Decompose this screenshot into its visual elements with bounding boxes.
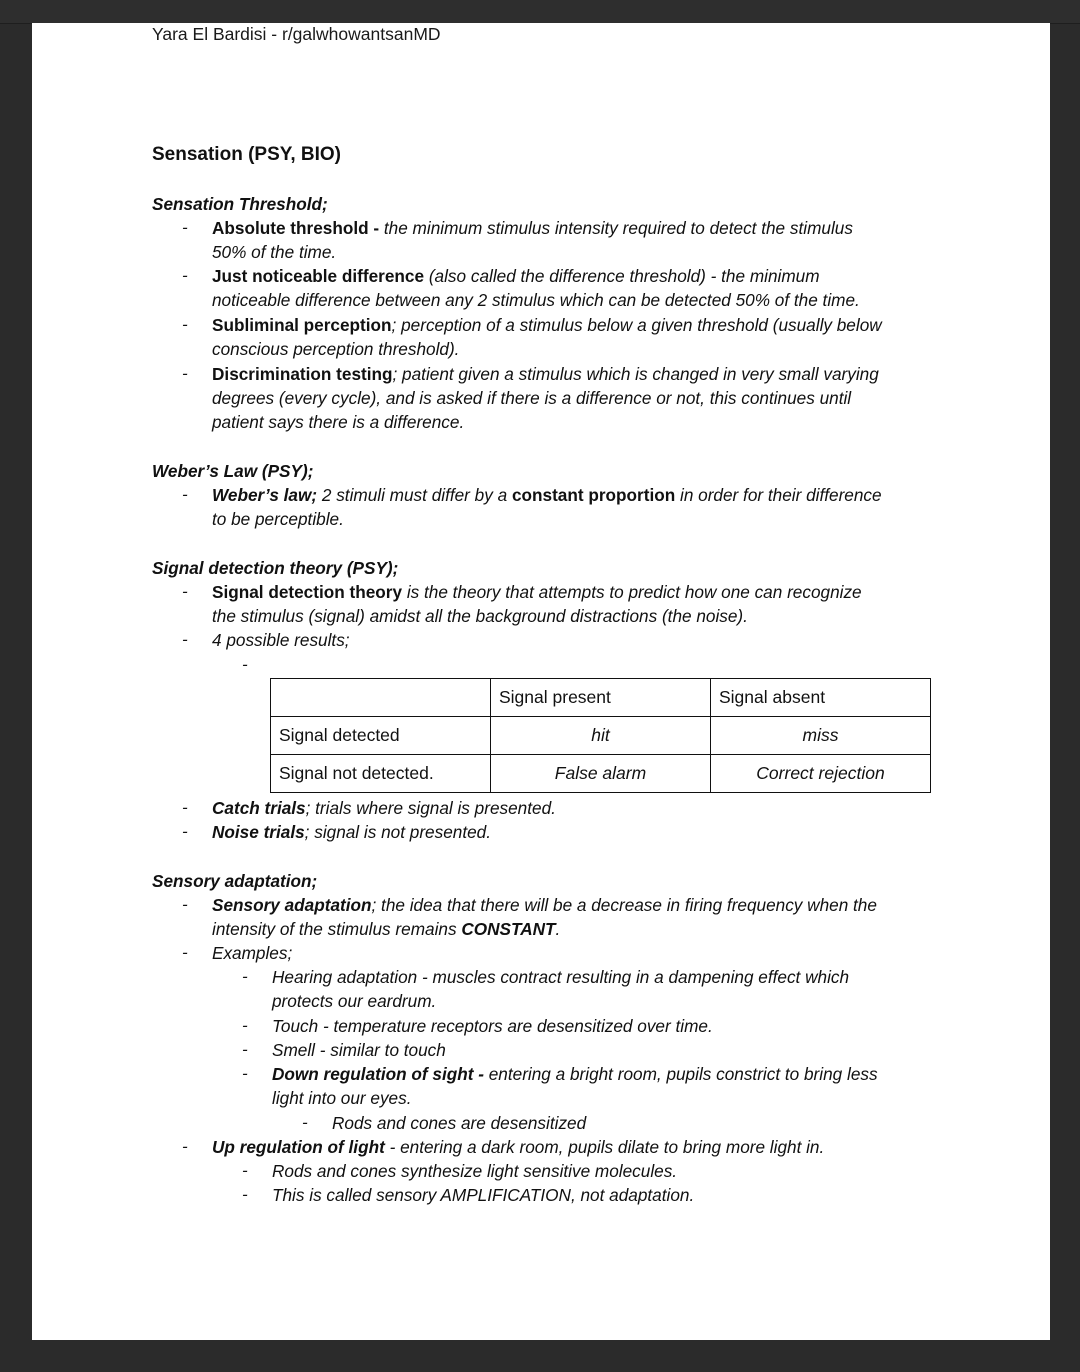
bullet: - — [182, 798, 188, 817]
list-item-text: patient says there is a difference. — [212, 412, 465, 432]
list-item-up-regulation: Up regulation of light - entering a dark room, pupils dilate to bring more light in. — [212, 1137, 825, 1157]
list-item-noise-trials: Noise trials; signal is not presented. — [212, 822, 491, 842]
table-header-cell — [271, 679, 491, 717]
table-row-label: Signal detected — [271, 717, 491, 755]
page-header: Yara El Bardisi - r/galwhowantsanMD — [152, 24, 441, 44]
list-item-subliminal: Subliminal perception; perception of a stimulus below a given threshold (usually below — [212, 315, 882, 335]
example-smell: Smell - similar to touch — [272, 1040, 446, 1060]
bullet: - — [242, 1064, 248, 1083]
bullet: - — [182, 1137, 188, 1156]
list-item-examples: Examples; — [212, 943, 293, 963]
bullet: - — [242, 1185, 248, 1204]
table-header-cell: Signal absent — [711, 679, 931, 717]
section-heading-weber: Weber’s Law (PSY); — [152, 461, 314, 481]
section-heading-adaptation: Sensory adaptation; — [152, 871, 318, 891]
list-item-text: degrees (every cycle), and is asked if there is a difference or not, this continues until — [212, 388, 852, 408]
table-row — [271, 755, 931, 793]
sub-item: Rods and cones are desensitized — [332, 1113, 587, 1133]
sub-item: Rods and cones synthesize light sensitive molecules. — [272, 1161, 678, 1181]
list-item-absolute-threshold: Absolute threshold - the minimum stimulus intensity required to detect the stimulus — [212, 218, 853, 238]
example-text: light into our eyes. — [272, 1088, 412, 1108]
table-cell: hit — [491, 717, 711, 755]
list-item-weber-law: Weber’s law; 2 stimuli must differ by a constant proportion in order for their difference — [212, 485, 882, 505]
list-item-text: 50% of the time. — [212, 242, 337, 262]
table-cell: Correct rejection — [711, 755, 931, 793]
bullet: - — [242, 1016, 248, 1035]
bullet: - — [182, 218, 188, 237]
bullet: - — [182, 943, 188, 962]
bullet: - — [182, 266, 188, 285]
table-row-label: Signal not detected. — [271, 755, 491, 793]
list-item-possible-results: 4 possible results; — [212, 630, 350, 650]
table-header-row — [271, 679, 931, 717]
bullet: - — [182, 822, 188, 841]
list-item-jnd: Just noticeable difference (also called the difference threshold) - the minimum — [212, 266, 820, 286]
list-item-text: conscious perception threshold). — [212, 339, 460, 359]
section-heading-threshold: Sensation Threshold; — [152, 194, 328, 214]
bullet: - — [242, 1161, 248, 1180]
bullet: - — [302, 1113, 308, 1132]
section-heading-sdt: Signal detection theory (PSY); — [152, 558, 399, 578]
list-item-text: intensity of the stimulus remains CONSTANT. — [212, 919, 561, 939]
list-item-text: the stimulus (signal) amidst all the background distractions (the noise). — [212, 606, 748, 626]
list-item-catch-trials: Catch trials; trials where signal is presented. — [212, 798, 556, 818]
table-cell: False alarm — [491, 755, 711, 793]
viewer-top-bar — [0, 0, 1080, 24]
table-cell: miss — [711, 717, 931, 755]
bullet: - — [182, 630, 188, 649]
example-down-regulation: Down regulation of sight - entering a bright room, pupils constrict to bring less — [272, 1064, 878, 1084]
list-item-sensory-adaptation: Sensory adaptation; the idea that there will be a decrease in firing frequency when the — [212, 895, 877, 915]
table-header-cell: Signal present — [491, 679, 711, 717]
bullet: - — [182, 485, 188, 504]
bullet: - — [182, 895, 188, 914]
table-row — [271, 717, 931, 755]
sub-item: This is called sensory AMPLIFICATION, not adaptation. — [272, 1185, 695, 1205]
bullet: - — [242, 655, 248, 674]
document-page — [32, 23, 1050, 1340]
example-hearing: Hearing adaptation - muscles contract resulting in a dampening effect which — [272, 967, 850, 987]
bullet: - — [242, 967, 248, 986]
list-item-text: noticeable difference between any 2 stimulus which can be detected 50% of the time. — [212, 290, 860, 310]
bullet: - — [242, 1040, 248, 1059]
example-text: protects our eardrum. — [272, 991, 437, 1011]
signal-detection-table — [270, 678, 931, 793]
list-item-text: to be perceptible. — [212, 509, 344, 529]
list-item-sdt: Signal detection theory is the theory that attempts to predict how one can recognize — [212, 582, 862, 602]
bullet: - — [182, 315, 188, 334]
page-title: Sensation (PSY, BIO) — [152, 144, 341, 165]
bullet: - — [182, 364, 188, 383]
example-touch: Touch - temperature receptors are desensitized over time. — [272, 1016, 713, 1036]
bullet: - — [182, 582, 188, 601]
list-item-discrimination: Discrimination testing; patient given a stimulus which is changed in very small varying — [212, 364, 879, 384]
